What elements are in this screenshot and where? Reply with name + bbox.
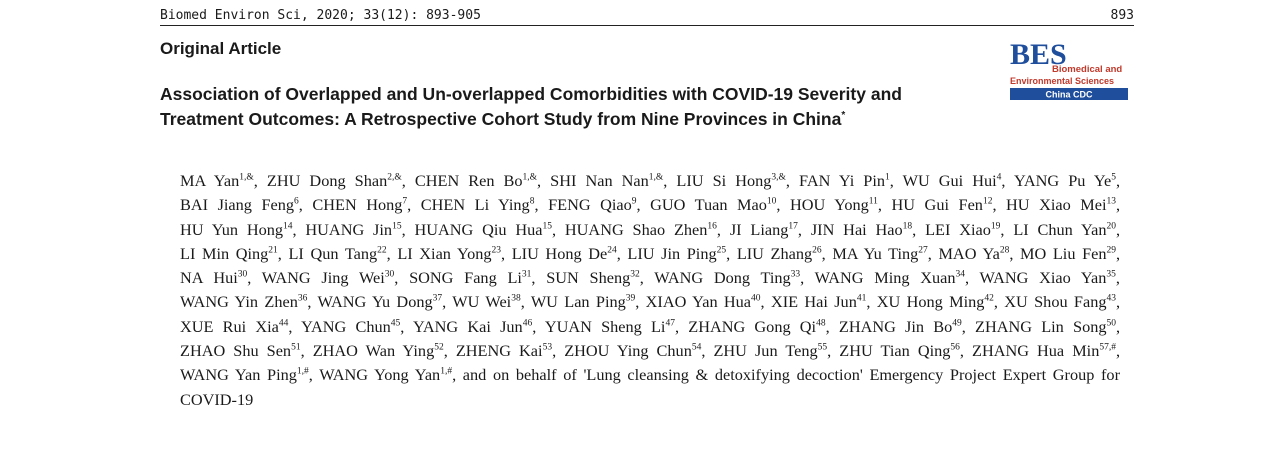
- author-affiliation: 33: [790, 269, 801, 280]
- author-name: [980, 268, 1116, 287]
- author-affiliation: 39: [625, 294, 636, 305]
- author-name: [452, 292, 520, 311]
- author-name-text: XIE Hai Jun: [770, 292, 857, 312]
- author-name-text: HU Xiao Mei: [1006, 195, 1107, 215]
- author-name-text: ZHAO Shu Sen: [180, 341, 292, 361]
- author-name: [421, 195, 535, 214]
- author-name-text: WANG Yin Zhen: [180, 292, 298, 312]
- author-name-text: ZHU Jun Teng: [713, 341, 818, 361]
- author-name: [305, 220, 401, 239]
- author-name-text: SHI Nan Nan: [550, 171, 649, 190]
- author-affiliation: 11: [868, 196, 878, 207]
- author-affiliation: 44: [278, 318, 289, 329]
- author-name: [180, 171, 254, 190]
- author-affiliation: 35: [1106, 269, 1116, 280]
- author-name-text: LIU Zhang: [736, 243, 813, 263]
- author-affiliation: 41: [856, 294, 867, 305]
- author-affiliation: 47: [665, 318, 675, 329]
- author-affiliation: 8: [529, 196, 535, 207]
- author-affiliation: 18: [902, 221, 913, 232]
- author-name-text: GUO Tuan Mao: [650, 195, 767, 215]
- author-affiliation: 29: [1106, 245, 1116, 256]
- author-name: [771, 292, 866, 311]
- author-affiliation: 54: [691, 342, 702, 353]
- author-affiliation: 19: [990, 221, 1001, 232]
- author-name-text: MA Yu Ting: [832, 243, 919, 263]
- author-name: [811, 220, 912, 239]
- author-name: [564, 341, 701, 360]
- author-name: [832, 244, 927, 263]
- author-name: [180, 365, 309, 384]
- author-name: [180, 341, 301, 360]
- author-name-text: ZHAO Wan Ying: [312, 341, 435, 361]
- header-rule: [160, 25, 1134, 26]
- author-name: [972, 341, 1116, 360]
- author-affiliation: 7: [402, 196, 408, 207]
- author-name-text: ZHU Tian Qing: [839, 341, 951, 361]
- author-name: [903, 171, 1002, 190]
- author-affiliation: 55: [817, 342, 828, 353]
- author-name-text: MAO Ya: [938, 243, 1000, 263]
- author-name: [1020, 244, 1116, 263]
- author-name: [548, 195, 636, 214]
- author-name: [815, 268, 965, 287]
- author-name-text: XUE Rui Xia: [180, 316, 279, 336]
- author-name: [545, 317, 675, 336]
- author-name: [180, 195, 299, 214]
- author-name: [397, 244, 501, 263]
- author-affiliation: 52: [434, 342, 444, 353]
- author-name: [627, 244, 726, 263]
- author-name: [1014, 171, 1116, 190]
- author-name-text: JI Liang: [729, 219, 789, 239]
- author-name-text: YANG Kai Jun: [412, 316, 523, 336]
- author-name: [839, 341, 960, 360]
- author-affiliation: 1,&: [648, 172, 664, 183]
- author-name: [676, 171, 786, 190]
- author-affiliation: 51: [291, 342, 301, 353]
- author-name-text: CHEN Hong: [312, 195, 403, 215]
- author-name: [512, 244, 617, 263]
- author-name: [799, 171, 890, 190]
- author-name-text: MO Liu Fen: [1020, 243, 1107, 263]
- author-affiliation: 21: [268, 245, 278, 256]
- author-name-text: WANG Ming Xuan: [814, 268, 956, 288]
- author-affiliation: 40: [751, 294, 761, 305]
- author-name: [312, 195, 407, 214]
- author-name-text: CHEN Ren Bo: [414, 171, 523, 190]
- author-affiliation: 43: [1106, 294, 1116, 305]
- page-number: 893: [1110, 8, 1134, 23]
- author-name-text: YUAN Sheng Li: [544, 316, 666, 336]
- author-affiliation: 15: [542, 221, 552, 232]
- author-name: [180, 292, 307, 311]
- author-affiliation: 46: [522, 318, 533, 329]
- author-name-text: WU Lan Ping: [530, 292, 626, 312]
- author-name: [646, 292, 761, 311]
- author-name-text: WANG Jing Wei: [261, 268, 385, 288]
- author-name: [531, 292, 635, 311]
- author-name-text: LIU Hong De: [511, 243, 608, 263]
- author-name-text: WU Wei: [452, 292, 512, 312]
- author-name-text: WU Gui Hui: [902, 171, 997, 190]
- author-affiliation: 16: [707, 221, 717, 232]
- author-affiliation: 1,#: [296, 366, 309, 377]
- author-name: [730, 220, 798, 239]
- author-name: [180, 244, 278, 263]
- author-name-text: JIN Hai Hao: [810, 219, 903, 239]
- author-name-text: LI Min Qing: [180, 243, 269, 263]
- author-affiliation: 48: [816, 318, 826, 329]
- author-affiliation: 27: [918, 245, 928, 256]
- author-name: [737, 244, 822, 263]
- author-affiliation: 10: [766, 196, 777, 207]
- author-name: [180, 268, 247, 287]
- author-name: [288, 244, 386, 263]
- author-name: [409, 268, 531, 287]
- author-name: [301, 317, 400, 336]
- author-name: [546, 268, 640, 287]
- author-name-text: LEI Xiao: [925, 219, 991, 239]
- author-names: MA Yan$^{1,\&}$, ZHU Dong Shan$^{2,\&}$, CHEN Ren $Bo^{1,\&}$, SHI Nan Nan$^{1,\&}$, LIU Si Hong$^{3,\&}$, FAN Yi Pin$^1$, WU Gui Hui$^4$, YANG Pu Ye$^5$, BAI Jiang Feng$^6$, CHEN Hong$^7$, CHEN Li Ying$^8$, FENG Qiao$^9$, GUO Tuan Mao$^{10}$, HOU Yong$^{11}$, HU Gui Fen$^{12}$, HU Xiao Mei$^{13}$, HU Yun Hong$^{14}$, HUANG Jin$^{15}$, HUANG Qiu Hua$^{15}$, HUANG Shao Zhen$^{16}$, JI Liang$^{17}$, JIN Hai Hao$^{18}$, LEI Xiao$^{19}$, LI Chun Yan$^{20}$, LI Min Qing$^{21}$, LI Qun Tang$^{22}$, LI Xian Yong$^{23}$, LIU Hong De$^{24}$, LIU Jin Ping$^{25}$, LIU Zhang$^{26}$, MA Yu Ting$^{27}$, MAO Ya$^{28}$, MO Liu Fen$^{29}$, NA Hui$^{30}$, WANG Jing Wei$^{30}$, SONG Fang Li$^{31}$, SUN Sheng$^{32}$, WANG Dong Ting$^{33}$, WANG Ming Xuan$^{34}$, WANG Xiao Yan$^{35}$, WANG Yin Zhen$^{36}$, WANG Yu Dong$^{37}$, WU Wei$^{38}$, WU Lan Ping$^{39}$, XIAO Yan Hua$^{40}$, XIE Hai Jun$^{41}$, XU Hong Ming$^{42}$, XU Shou Fang$^{43}$, XUE Rui Xia$^{44}$, YANG Chun$^{45}$, YANG Kai Jun$^{46}$, YUAN Sheng Li$^{47}$, ZHANG Gong Qi$^{48}$, ZHANG Jin Bo$^{49}$, ZHANG Lin Song$^{50}$, ZHAO Shu Sen$^{51}$, ZHAO Wan Ying$^{52}$, ZHENG Kai$^{53}$, ZHOU Ying Chun$^{54}$, ZHU Jun Teng$^{55}$, ZHU Tian Qing$^{56}$, ZHANG Hua Min$^{57,\#}$, WANG Yan Ping$^{1,\#}$, WANG Yong Yan$^{1,\#}$: [180, 171, 1121, 385]
- author-name-text: ZHANG Lin Song: [975, 316, 1107, 336]
- author-name-text: YANG Chun: [301, 316, 391, 336]
- author-affiliation: 23: [491, 245, 502, 256]
- title-footnote-mark: *: [841, 110, 846, 121]
- author-name-text: HUANG Qiu Hua: [414, 219, 543, 239]
- author-name: [319, 365, 452, 384]
- author-list: [180, 169, 1120, 412]
- author-affiliation: 53: [542, 342, 553, 353]
- author-name: [713, 341, 827, 360]
- author-affiliation: 38: [511, 294, 521, 305]
- author-name-text: BAI Jiang Feng: [180, 195, 295, 215]
- author-affiliation: 9: [631, 196, 637, 207]
- author-affiliation: 1,#: [440, 366, 453, 377]
- author-name: [180, 317, 288, 336]
- author-affiliation: 49: [952, 318, 962, 329]
- bes-journal-logo: [1004, 36, 1134, 102]
- author-name: [414, 220, 552, 239]
- article-title: [160, 84, 940, 130]
- author-affiliation: 5: [1111, 172, 1116, 183]
- author-affiliation: 4: [996, 172, 1002, 183]
- author-name-text: HUANG Jin: [305, 219, 393, 239]
- author-name-text: XIAO Yan Hua: [645, 292, 752, 312]
- author-name-text: MA Yan: [180, 171, 240, 190]
- author-name-text: LIU Si Hong: [676, 171, 772, 190]
- journal-citation: Biomed Environ Sci, 2020; 33(12): 893-905: [160, 8, 481, 23]
- author-affiliation: 32: [630, 269, 640, 280]
- author-affiliation: 2,&: [387, 172, 402, 183]
- author-affiliation: 25: [716, 245, 727, 256]
- author-name-text: HU Yun Hong: [180, 219, 283, 239]
- author-name-text: HOU Yong: [790, 195, 869, 215]
- author-name-text: HU Gui Fen: [891, 195, 983, 215]
- author-name: [790, 195, 878, 214]
- author-affiliation: 12: [982, 196, 993, 207]
- logo-banner-text: China CDC: [1045, 89, 1093, 100]
- author-name-text: LI Qun Tang: [288, 243, 378, 263]
- author-name-text: CHEN Li Ying: [420, 195, 530, 215]
- author-affiliation: 20: [1106, 221, 1117, 232]
- author-name-text: ZHU Dong Shan: [266, 171, 388, 190]
- author-name-text: SONG Fang Li: [409, 268, 522, 288]
- author-name: [688, 317, 825, 336]
- author-affiliation: 31: [521, 269, 532, 280]
- logo-line1: Biomedical and: [1052, 64, 1123, 75]
- author-name-text: WANG Xiao Yan: [979, 268, 1107, 288]
- author-affiliation: 17: [788, 221, 798, 232]
- author-name: [565, 220, 717, 239]
- author-name-text: YANG Pu Ye: [1013, 171, 1112, 190]
- author-affiliation: 28: [999, 245, 1010, 256]
- author-affiliation: 13: [1106, 196, 1116, 207]
- author-affiliation: 22: [377, 245, 387, 256]
- author-name-text: WANG Yan Ping: [180, 365, 297, 385]
- author-affiliation: 50: [1106, 318, 1116, 329]
- author-name: [975, 317, 1116, 336]
- author-name: [654, 268, 800, 287]
- author-affiliation: 24: [607, 245, 617, 256]
- author-affiliation: 45: [390, 318, 401, 329]
- article-title-text: Association of Overlapped and Un-overlapped Comorbidities with COVID-19 Severity and Treatment Outcomes: A Retrospective Cohort Study from Nine Provinces in China: [160, 84, 902, 129]
- author-name: [1013, 220, 1116, 239]
- author-name-text: ZHOU Ying Chun: [564, 341, 692, 361]
- author-name-text: FENG Qiao: [548, 195, 632, 215]
- author-affiliation: 36: [297, 294, 308, 305]
- author-affiliation: 14: [283, 221, 293, 232]
- author-name-text: NA Hui: [180, 268, 238, 288]
- author-name-text: HUANG Shao Zhen: [564, 219, 708, 239]
- author-name-text: XU Shou Fang: [1004, 292, 1107, 312]
- author-affiliation: 56: [950, 342, 960, 353]
- author-name-text: FAN Yi Pin: [799, 171, 886, 190]
- author-name-text: ZHANG Gong Qi: [688, 316, 817, 336]
- author-name: [413, 317, 532, 336]
- author-name: [180, 220, 293, 239]
- author-affiliation: 42: [984, 294, 994, 305]
- author-affiliation: 15: [392, 221, 402, 232]
- author-name: [1004, 292, 1116, 311]
- author-name-text: ZHANG Hua Min: [972, 341, 1100, 361]
- author-name-text: WANG Yu Dong: [317, 292, 433, 312]
- author-name-text: ZHENG Kai: [455, 341, 543, 361]
- author-name: [262, 268, 394, 287]
- author-name: [317, 292, 442, 311]
- author-name: [550, 171, 663, 190]
- author-affiliation: 1,&: [239, 172, 254, 183]
- authors-tail: , and on behalf of 'Lung cleansing & detoxifying decoction' Emergency Project Expert Group for COVID-19: [180, 365, 1120, 409]
- author-affiliation: 26: [812, 245, 822, 256]
- author-name: [938, 244, 1009, 263]
- logo-line2: Environmental Sciences: [1010, 76, 1115, 86]
- author-name-text: LIU Jin Ping: [627, 243, 717, 263]
- article-type: Original Article: [160, 39, 282, 58]
- author-name: [839, 317, 962, 336]
- author-name: [925, 220, 1000, 239]
- author-affiliation: 37: [432, 294, 443, 305]
- author-name: [892, 195, 993, 214]
- author-affiliation: 30: [237, 269, 248, 280]
- author-name: [267, 171, 402, 190]
- author-affiliation: 1,&: [522, 172, 538, 183]
- author-name-text: LI Xian Yong: [397, 243, 492, 263]
- author-affiliation: 57,#: [1099, 342, 1116, 353]
- author-name-text: ZHANG Jin Bo: [838, 316, 953, 336]
- author-name-text: LI Chun Yan: [1013, 219, 1107, 239]
- author-affiliation: 34: [955, 269, 966, 280]
- author-name-text: SUN Sheng: [546, 268, 631, 288]
- author-name-text: XU Hong Ming: [876, 292, 985, 312]
- author-name: [877, 292, 994, 311]
- author-name-text: WANG Yong Yan: [319, 365, 441, 385]
- author-name-text: WANG Dong Ting: [654, 268, 791, 288]
- logo-letters: BES: [1010, 38, 1067, 71]
- author-name: [313, 341, 444, 360]
- author-affiliation: 30: [384, 269, 395, 280]
- author-name: [650, 195, 776, 214]
- author-name: [1006, 195, 1116, 214]
- author-name: [415, 171, 537, 190]
- author-name: [456, 341, 552, 360]
- author-affiliation: 1: [885, 172, 890, 183]
- author-affiliation: 6: [294, 196, 299, 207]
- author-affiliation: 3,&: [771, 172, 786, 183]
